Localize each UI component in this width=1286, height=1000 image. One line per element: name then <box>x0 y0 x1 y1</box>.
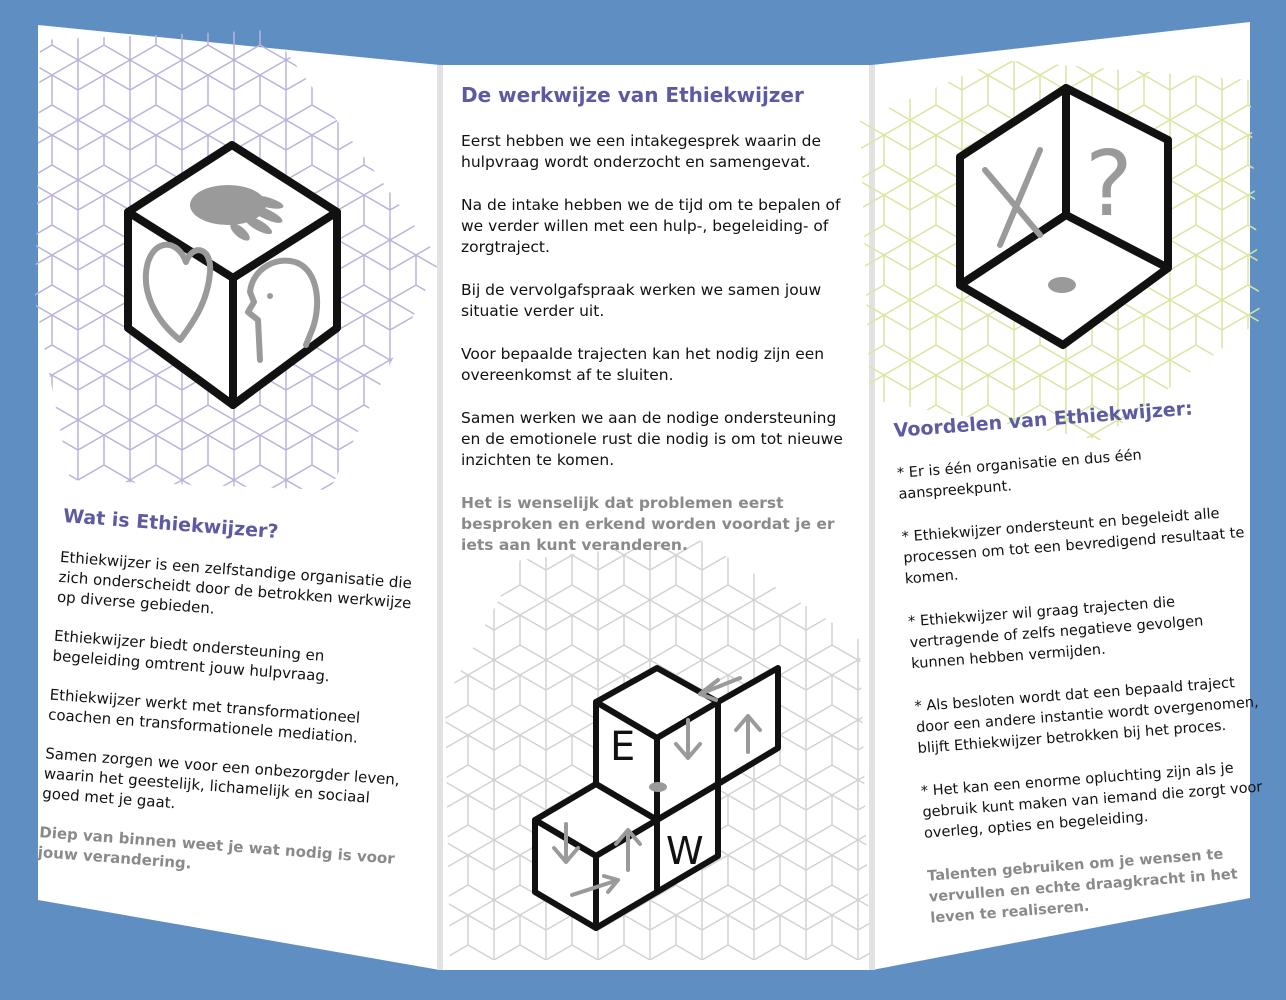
benefit-item: * Als besloten wordt dat een bepaald traject door een andere instantie wordt overgenomen, blijft Ethiekwijzer betrokken bij het proces. <box>913 675 1260 758</box>
left-paragraph: Ethiekwijzer biedt ondersteuning en begeleiding omtrent jouw hulpvraag. <box>52 626 331 686</box>
benefit-item: * Er is één organisatie en dus één aanspreekpunt. <box>896 447 1143 503</box>
right-closing-text: Talenten gebruiken om je wensen te vervullen en echte draagkracht in het leven te realiseren. <box>926 846 1239 927</box>
left-panel-title: Wat is Ethiekwijzer? <box>62 505 280 544</box>
middle-closing-text: Het is wenselijk dat problemen eerst besproken en erkend worden voordat je er iets aan kunt veranderen. <box>461 494 835 554</box>
cube-letter-e: E <box>610 724 636 770</box>
middle-paragraph: Bij de vervolgafspraak werken we samen jouw situatie verder uit. <box>461 281 822 320</box>
left-paragraph: Ethiekwijzer werkt met transformationeel coachen en transformationele mediation. <box>47 685 361 747</box>
middle-dot <box>649 782 667 792</box>
left-paragraph: Samen zorgen we voor een onbezorgder leven, waarin het geestelijk, lichamelijk en sociaal goed met je gaat. <box>41 744 401 813</box>
right-panel-text <box>893 394 1277 951</box>
left-panel-text <box>36 505 423 908</box>
benefit-item: * Ethiekwijzer wil graag trajecten die vertragende of zelfs negatieve gevolgen kunnen hebben vermijden. <box>907 594 1204 673</box>
question-mark-icon: ? <box>1085 132 1133 237</box>
right-dot <box>1048 277 1076 293</box>
left-paragraph: Ethiekwijzer is een zelfstandige organisatie die zich onderscheidt door de betrokken werkwijze op diverse gebieden. <box>56 547 413 618</box>
middle-paragraph: Na de intake hebben we de tijd om te bepalen of we verder willen met een hulp-, begeleiding- of zorgtraject. <box>461 196 841 256</box>
benefit-item: * Ethiekwijzer ondersteunt en begeleidt alle processen om tot een bevredigend resultaat te komen. <box>901 505 1245 588</box>
middle-paragraph: Eerst hebben we een intakegesprek waarin de hulpvraag wordt onderzocht en samengevat. <box>461 132 821 171</box>
middle-paragraph: Voor bepaalde trajecten kan het nodig zijn een overeenkomst af te sluiten. <box>461 345 825 384</box>
middle-paragraph: Samen werken we aan de nodige ondersteuning en de emotionele rust die nodig is om tot nieuwe inzichten te komen. <box>461 409 843 469</box>
left-closing-text: Diep van binnen weet je wat nodig is voor jouw verandering. <box>37 823 396 873</box>
middle-panel-text <box>461 83 846 578</box>
benefit-item: * Het kan een enorme opluchting zijn als je gebruik kunt maken van iemand die zorgt voor overleg, opties en begeleiding. <box>920 760 1263 842</box>
right-panel-title: Voordelen van Ethiekwijzer: <box>893 397 1194 442</box>
cube-letter-w: W <box>666 829 704 873</box>
middle-panel-title: De werkwijze van Ethiekwijzer <box>461 83 804 107</box>
